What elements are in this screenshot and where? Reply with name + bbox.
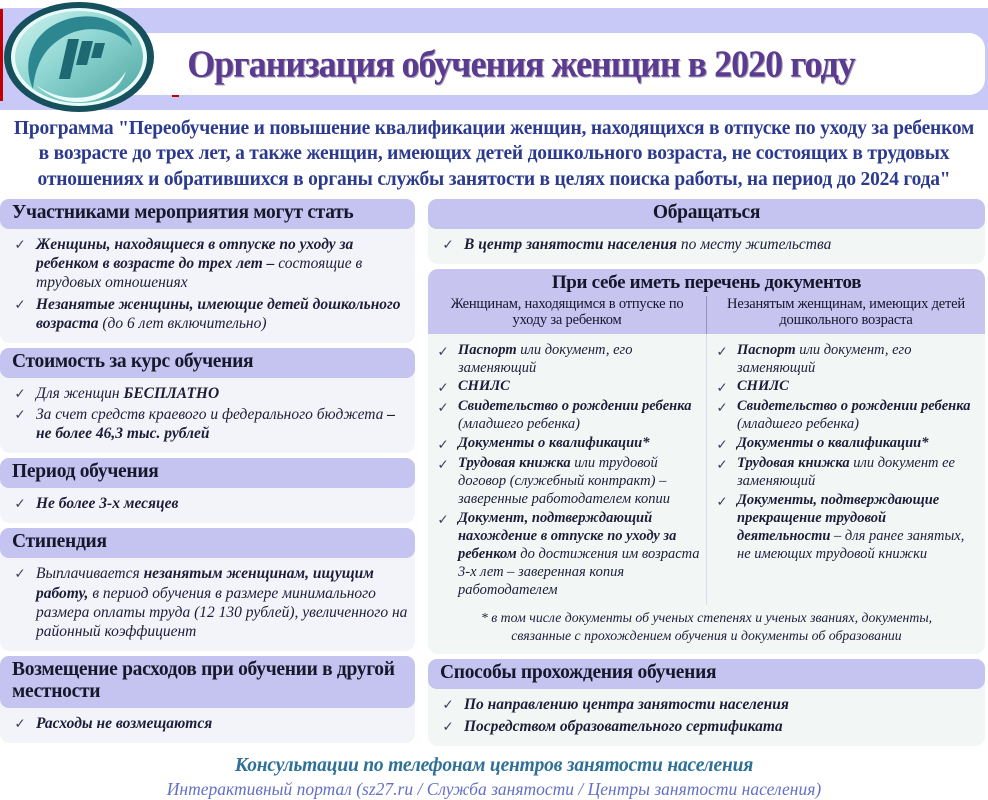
section-cost-title: Стоимость за курс обучения — [0, 348, 415, 378]
list-item-text: Свидетельство о рождении ребенка (младшего ребенка) — [458, 398, 692, 433]
check-icon: ✓ — [14, 566, 26, 582]
header — [0, 0, 988, 112]
documents-list-parental-leave — [428, 334, 706, 605]
list-item-text: Женщины, находящиеся в отпуске по уходу за ребенком в возрасте до трех лет – состоящие в трудовых отношениях — [36, 235, 363, 292]
list-item — [707, 378, 981, 397]
section-reimbursement-body — [0, 708, 415, 743]
footer-consultations-line: Консультации по телефонам центров занятости населения — [234, 754, 754, 776]
documents-header — [428, 269, 985, 333]
section-contact — [428, 199, 985, 264]
list-item — [707, 398, 981, 434]
list-item — [428, 342, 702, 378]
list-item-text: Посредством образовательного сертификата — [464, 717, 783, 735]
section-methods-title: Способы прохождения обучения — [428, 659, 985, 689]
list-item — [428, 510, 702, 600]
list-item-text: Незанятые женщины, имеющие детей дошкольного возраста (до 6 лет включительно) — [36, 295, 401, 332]
list-item-text: Трудовая книжка или трудовой договор (служебный контракт) – заверенные работодателем копии — [458, 454, 670, 507]
footer — [0, 755, 988, 800]
list-item-text: Паспорт или документ, его заменяющий — [458, 341, 633, 376]
section-period-title: Период обучения — [0, 458, 415, 488]
documents-title: При себе иметь перечень документов — [551, 272, 862, 294]
check-icon: ✓ — [716, 380, 728, 396]
section-period-body — [0, 488, 415, 523]
list-item — [4, 405, 409, 443]
check-icon: ✓ — [437, 456, 449, 472]
list-item — [4, 564, 409, 641]
check-icon: ✓ — [442, 718, 454, 734]
list-item-text: Документы о квалификации* — [458, 435, 650, 452]
section-documents — [428, 269, 985, 654]
list-item — [4, 295, 409, 333]
check-icon: ✓ — [437, 343, 449, 359]
documents-body — [428, 334, 985, 605]
check-icon: ✓ — [716, 343, 728, 359]
page-title: Организация обучения женщин в 2020 году — [187, 43, 855, 85]
documents-footnote: * в том числе документы об ученых степенях и ученых званиях, документы, связанные с прохождением обучения и документы об образовании — [428, 605, 985, 655]
section-reimbursement — [0, 656, 415, 743]
list-item-text: За счет средств краевого и федерального бюджета – не более 46,3 тыс. рублей — [36, 406, 395, 443]
documents-subheader-unemployed: Незанятым женщинам, имеющих детей дошкольного возраста — [706, 296, 985, 333]
section-contact-body — [428, 229, 985, 264]
check-icon: ✓ — [437, 400, 449, 416]
check-icon: ✓ — [716, 493, 728, 509]
check-icon: ✓ — [442, 236, 454, 252]
documents-subheaders — [428, 296, 985, 333]
section-period — [0, 458, 415, 523]
section-participants — [0, 199, 415, 343]
check-icon: ✓ — [437, 437, 449, 453]
check-icon: ✓ — [716, 456, 728, 472]
list-item — [4, 384, 409, 403]
right-column — [428, 199, 985, 751]
section-participants-title: Участниками мероприятия могут стать — [0, 199, 415, 229]
section-participants-body — [0, 229, 415, 343]
list-item — [4, 235, 409, 293]
check-icon: ✓ — [14, 715, 26, 731]
list-item-text: Документы о квалификации* — [737, 435, 929, 452]
list-item — [4, 714, 409, 733]
left-column — [0, 199, 415, 748]
program-text: Программа "Переобучение и повышение квалификации женщин, находящихся в отпуске по уходу за ребенком в возрасте до трех лет, а также женщин, имеющих детей дошкольного возраста, не состоящих в трудовых отношениях и обратившихся в органы службы занятости в целях поиска работы, на период до 2024 года" — [13, 118, 975, 190]
section-methods — [428, 659, 985, 745]
check-icon: ✓ — [14, 296, 26, 312]
list-item-text: СНИЛС — [737, 378, 789, 395]
list-item-text: По направлению центра занятости населения — [464, 696, 789, 714]
section-stipend-body — [0, 558, 415, 651]
list-item — [707, 492, 981, 564]
list-item-text: В центр занятости населения по месту жительства — [464, 235, 832, 253]
check-icon: ✓ — [437, 511, 449, 527]
list-item-text: Для женщин БЕСПЛАТНО — [36, 384, 220, 402]
list-item — [707, 435, 981, 454]
list-item — [432, 695, 979, 714]
section-methods-body — [428, 689, 985, 745]
content-columns — [0, 199, 988, 751]
list-item — [707, 455, 981, 491]
documents-subheader-parental-leave: Женщинам, находящимся в отпуске по уходу за ребенком — [450, 296, 684, 329]
employment-service-logo-icon — [2, 1, 156, 113]
check-icon: ✓ — [442, 697, 454, 713]
section-stipend-title: Стипендия — [0, 528, 415, 558]
check-icon: ✓ — [14, 407, 26, 422]
list-item-text: Не более 3-х месяцев — [36, 495, 179, 513]
list-item-text: Документ, подтверждающий нахождение в отпуске по уходу за ребенком до достижения им возраста 3-х лет – заверенная копия работодателем — [458, 509, 700, 598]
list-item-text: Трудовая книжка или документ ее заменяющий — [737, 454, 955, 489]
section-stipend — [0, 528, 415, 651]
list-item — [428, 435, 702, 454]
list-item — [432, 717, 979, 736]
section-cost — [0, 348, 415, 453]
section-reimbursement-title: Возмещение расходов при обучении в другой местности — [0, 656, 415, 708]
list-item-text: Документы, подтверждающие прекращение трудовой деятельности – для ранее занятых, не имеющих трудовой книжки — [737, 491, 965, 562]
check-icon: ✓ — [14, 385, 26, 401]
list-item-text: Выплачивается незанятым женщинам, ищущим работу, в период обучения в размере минимального размера оплаты труда (12 130 рублей), увеличенного на районный коэффициент — [36, 565, 408, 640]
list-item-text: СНИЛС — [458, 378, 510, 395]
documents-list-unemployed — [706, 334, 985, 605]
check-icon: ✓ — [14, 236, 26, 252]
section-contact-title: Обращаться — [428, 199, 985, 229]
list-item — [428, 398, 702, 434]
check-icon: ✓ — [716, 400, 728, 416]
check-icon: ✓ — [437, 380, 449, 396]
list-item — [4, 494, 409, 513]
list-item — [432, 235, 979, 254]
list-item-text: Свидетельство о рождении ребенка (младшего ребенка) — [737, 398, 971, 433]
list-item-text: Расходы не возмещаются — [36, 714, 213, 732]
footer-portal-line: Интерактивный портал (sz27.ru / Служба занятости / Центры занятости населения) — [166, 778, 822, 799]
list-item — [707, 342, 981, 378]
list-item — [428, 378, 702, 397]
check-icon: ✓ — [716, 437, 728, 453]
check-icon: ✓ — [14, 496, 26, 512]
list-item-text: Паспорт или документ, его заменяющий — [737, 341, 912, 376]
title-bar — [57, 33, 985, 95]
section-cost-body — [0, 378, 415, 454]
list-item — [428, 455, 702, 509]
